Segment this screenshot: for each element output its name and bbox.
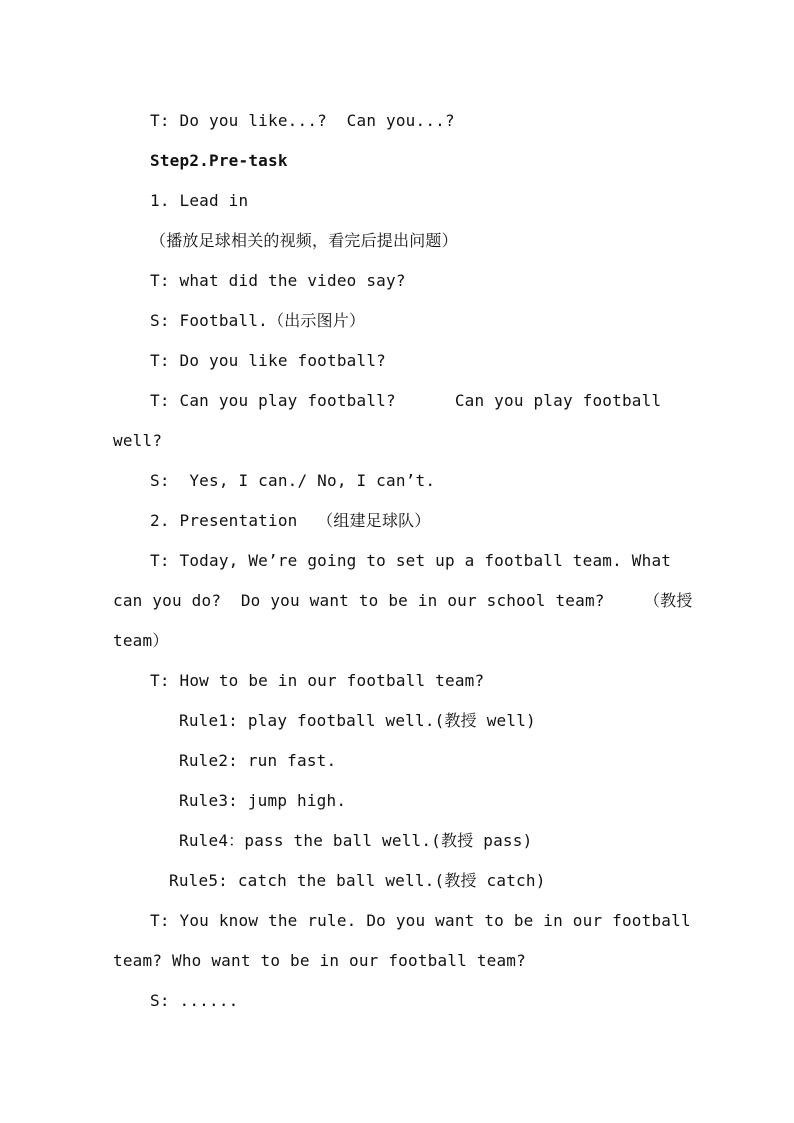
step-presentation: 2. Presentation （组建足球队）: [150, 511, 431, 530]
rule-5: Rule5: catch the ball well.(教授 catch): [169, 871, 546, 890]
teacher-line-do-you-like: T: Do you like...? Can you...?: [150, 111, 455, 130]
rule-4: Rule4：pass the ball well.(教授 pass): [179, 831, 533, 850]
teacher-line-like-football: T: Do you like football?: [150, 351, 386, 370]
step-lead-in: 1. Lead in: [150, 191, 249, 210]
rule-3: Rule3: jump high.: [179, 791, 347, 810]
student-line-football: S: Football.（出示图片）: [150, 311, 366, 330]
section-heading-pre-task: Step2.Pre-task: [150, 151, 288, 170]
teacher-line-set-up-team-cont: can you do? Do you want to be in our school team? （教授: [113, 591, 693, 610]
teacher-line-video-question: T: what did the video say?: [150, 271, 406, 290]
teacher-line-know-rule-cont: team? Who want to be in our football team?: [113, 951, 526, 970]
teacher-line-set-up-team: T: Today, We’re going to set up a football team. What: [150, 551, 672, 570]
teacher-line-set-up-team-end: team）: [113, 631, 169, 650]
student-line-ellipsis: S: ......: [150, 991, 239, 1010]
rule-1: Rule1: play football well.(教授 well): [179, 711, 536, 730]
student-line-yes-no: S: Yes, I can./ No, I can’t.: [150, 471, 436, 490]
teacher-line-how-to-join: T: How to be in our football team?: [150, 671, 485, 690]
rule-2: Rule2: run fast.: [179, 751, 337, 770]
teacher-line-know-rule: T: You know the rule. Do you want to be in our football: [150, 911, 691, 930]
teacher-line-can-you-play-cont: well?: [113, 431, 163, 450]
note-play-video: （播放足球相关的视频，看完后提出问题）: [150, 231, 458, 250]
teacher-line-can-you-play: T: Can you play football? Can you play football: [150, 391, 662, 410]
